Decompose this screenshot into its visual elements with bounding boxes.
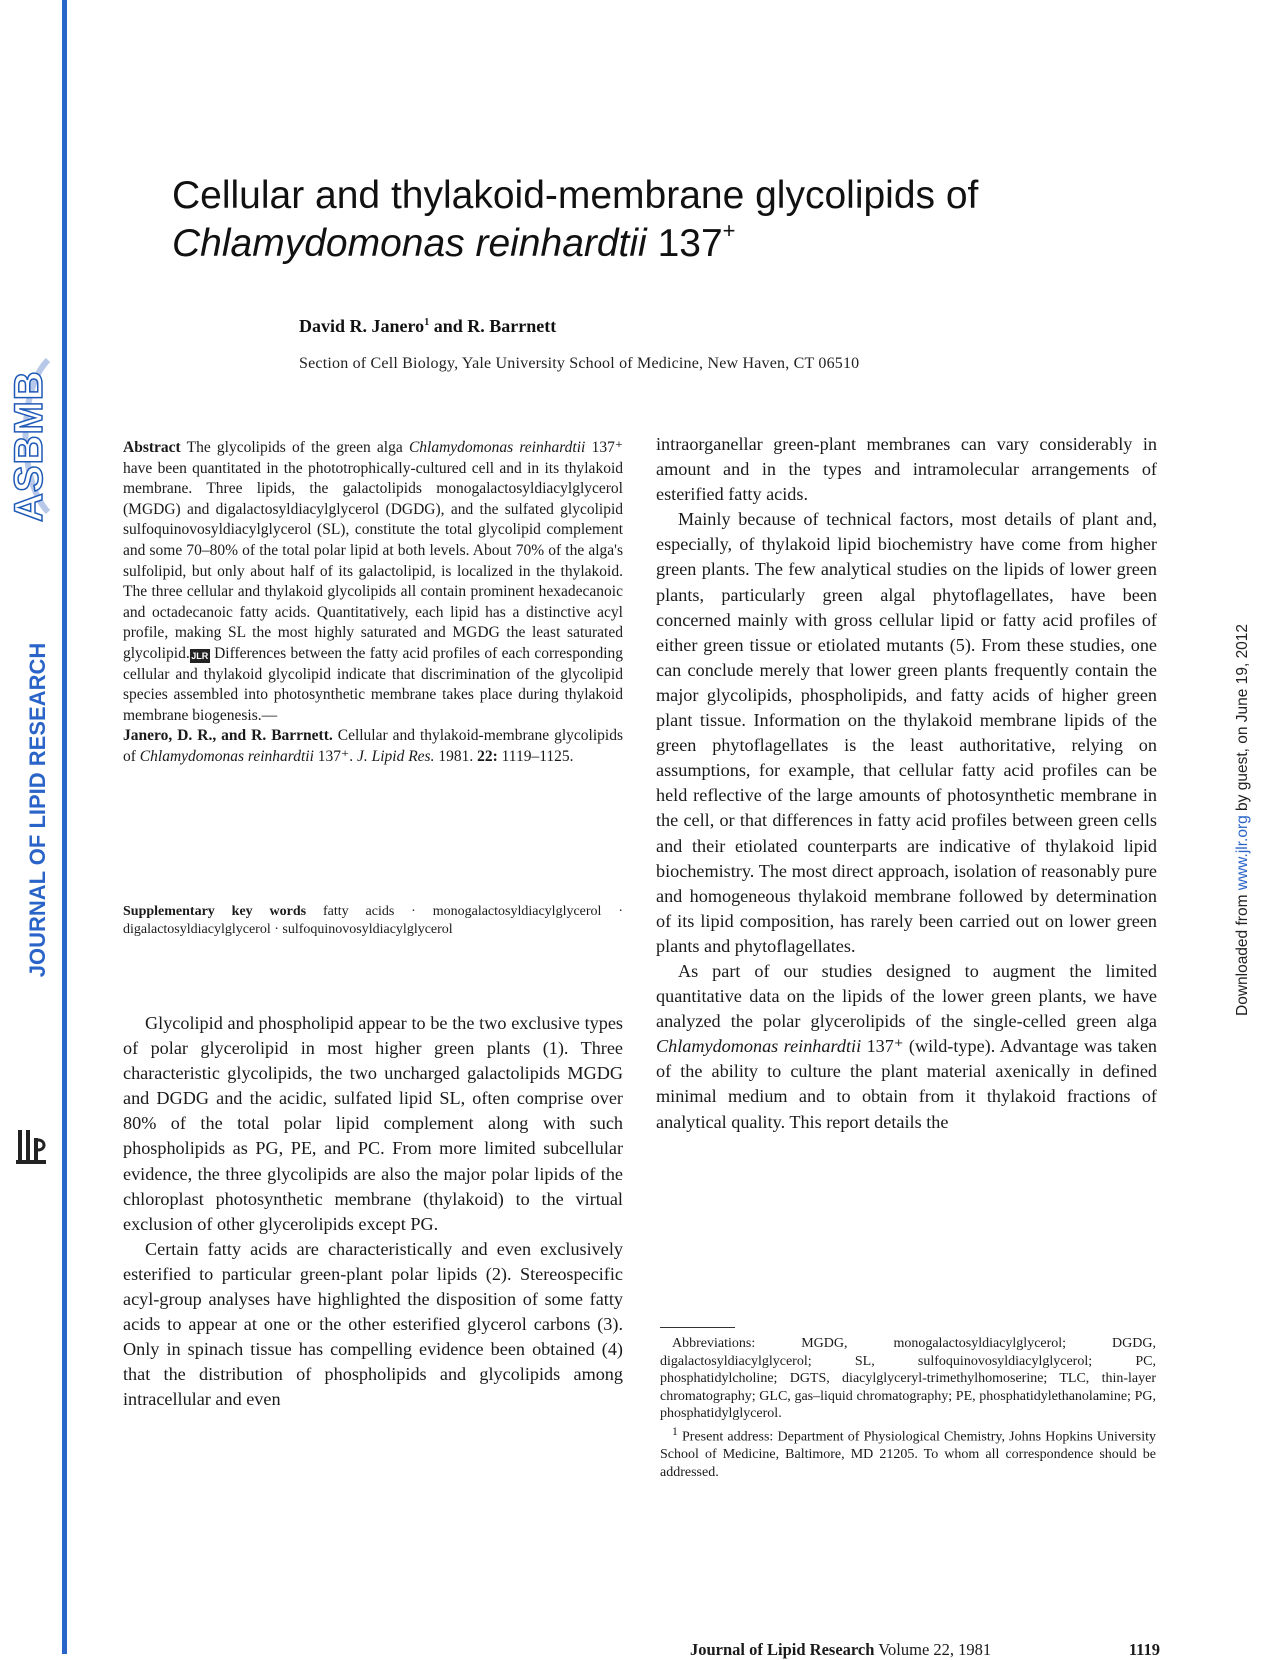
abstract-text-2: 137⁺ have been quantitated in the phototrophically-cultured cell and in its thylakoid membrane. Three lipids, the galactolipids monogalactosyldiacylglycerol (MGDG) and digalactosyldiacylglycerol (DGDG), and the sulfated glycolipid sulfoquinovosyldiacylglycerol (SL), constitute the total glycolipid complement and some 70–80% of the total polar lipid at both levels. About 70% of the alga's sulfolipid, but only about half of its galactolipid, is localized in the thylakoid. The three cellular and thylakoid glycolipids all contain prominent hexadecanoic and octadecanoic fatty acids. Quantitatively, each lipid has a distinctive acyl profile, making SL the most highly saturated and MGDG the least saturated glycolipid.	[123, 439, 623, 662]
abstract-label: Abstract	[123, 439, 181, 456]
citation-journal: J. Lipid Res.	[356, 747, 435, 765]
authors	[299, 316, 556, 337]
body-text: As part of our studies designed to augment the limited quantitative data on the lipids of the lower green plants, we have analyzed the polar glycerolipids of the single-celled green alga	[656, 960, 1157, 1032]
download-notice	[1230, 623, 1256, 1016]
sidebar-rule	[62, 0, 67, 1654]
body-paragraph: Glycolipid and phospholipid appear to be the two exclusive types of polar glycerolipid in most higher green plants (1). Three characteristic glycolipids, the two uncharged galactolipids MGDG and DGDG and the acidic, sulfated lipid SL, often comprise over 80% of the total polar lipid complement along with such phospholipids as PG, PE, and PC. From more limited subcellular evidence, the three glycolipids are also the major polar lipids of the chloroplast photosynthetic membrane (thylakoid) to the virtual exclusion of other glycerolipids except PG.	[123, 1013, 623, 1234]
footnote-1	[660, 1423, 1156, 1481]
author-1: David R. Janero	[299, 316, 425, 336]
keywords-text: fatty acids · monogalactosyldiacylglycerol · digalactosyldiacylglycerol · sulfoquinovosyldiacylglycerol	[123, 904, 623, 937]
abstract-species: Chlamydomonas reinhardtii	[408, 439, 586, 456]
abstract-text-1: The glycolipids of the green alga	[180, 439, 409, 456]
title-line1: Cellular and thylakoid-membrane glycolipids of	[172, 174, 979, 217]
page-footer	[690, 1640, 1160, 1660]
body-right-column	[656, 432, 1157, 1135]
citation-species: Chlamydomonas reinhardtii	[139, 747, 314, 765]
body-species: Chlamydomonas reinhardtii	[656, 1036, 862, 1057]
asbmb-logo: ASBMB	[7, 370, 51, 522]
author-sep: and	[429, 316, 468, 336]
citation-text-2: 137⁺.	[313, 747, 357, 765]
citation-text: Cellular and thylakoid-membrane glycolipids of	[123, 727, 623, 765]
download-prefix: Downloaded from	[1234, 890, 1251, 1016]
keywords-label: Supplementary key words	[123, 904, 307, 919]
footnotes	[660, 1335, 1156, 1481]
footnote-abbreviations: Abbreviations: MGDG, monogalactosyldiacylglycerol; DGDG, digalactosyldiacylglycerol; SL, sulfoquinovosyldiacylglycerol; PC, phosphatidylcholine; DGTS, diacylglyceryl-trimethylhomoserine; TLC, thin-layer chromatography; GLC, gas–liquid chromatography; PE, phosphatidylethanolamine; PG, phosphatidylglycerol.	[660, 1336, 1156, 1422]
body-paragraph: Mainly because of technical factors, most details of plant and, especially, of thylakoid lipid biochemistry have come from higher green plants. The few analytical studies on the lipids of lower green plants, particularly green algal phytoflagellates, have been concerned mainly with gross cellular lipid or fatty acid profiles of either green tissue or etiolated mutants (5). From these studies, one can conclude merely that lower green plants frequently contain the major glycolipids, phospholipids, and fatty acids of higher green plant tissue. Information on the thylakoid membrane lipids of the green phytoflagellates is the least authoritative, relying on assumptions, for example, that cellular fatty acid profiles can be held reflective of the large amounts of photosynthetic membrane in the cell, or that differences in fatty acid profiles between green cells and their etiolated counterparts are indicative of thylakoid lipid biochemistry. The most direct approach, isolation of reasonably pure and homogeneous thylakoid membrane followed by determination of its lipid composition, has rarely been carried out on lower green plants and phytoflagellates.	[656, 509, 1157, 956]
body-paragraph: Certain fatty acids are characteristically and even exclusively esterified to particular green-plant polar lipids (2). Stereospecific acyl-group analyses have highlighted the disposition of some fatty acids to appear at one or the other esterified glycerol carbons (3). Only in spinach tissue has compelling evidence been obtained (4) that the distribution of phospholipids and glycolipids among intracellular and even	[123, 1238, 623, 1410]
footer-journal: Journal of Lipid Research	[690, 1640, 875, 1659]
author-2: R. Barrnett	[467, 316, 557, 336]
body-text: 137⁺ (wild-type). Advantage was taken of the ability to culture the plant material axenically in defined minimal medium and to obtain from it thylakoid fractions of analytical quality. This report details the	[656, 1036, 1157, 1132]
citation-pages: 1119–1125.	[497, 747, 574, 765]
title-sup: +	[722, 218, 736, 243]
journal-name-vertical: JOURNAL OF LIPID RESEARCH	[25, 642, 50, 978]
abstract-text-3: Differences between the fatty acid profiles of each corresponding cellular and thylakoid glycolipid indicate that discrimination of the glycolipid species assembled into photosynthetic membrane takes place during thylakoid membrane biogenesis.—	[123, 644, 624, 724]
affiliation: Section of Cell Biology, Yale University School of Medicine, New Haven, CT 06510	[299, 355, 860, 372]
abstract	[123, 438, 623, 768]
footer-volume: Volume 22, 1981	[878, 1640, 992, 1659]
title-species: Chlamydomonas reinhardtii	[172, 222, 647, 265]
citation-volume: 22:	[477, 747, 498, 765]
jlr-badge-icon: JLR	[191, 650, 209, 661]
footnote-1-mark: 1	[672, 1424, 678, 1438]
jlr-logo-icon	[14, 1128, 50, 1166]
download-suffix: by guest, on June 19, 2012	[1234, 623, 1251, 816]
citation-year: 1981.	[434, 747, 478, 765]
title-strain: 137	[646, 222, 723, 265]
body-paragraph: intraorganellar green-plant membranes can vary considerably in amount and in the types and intramolecular arrangements of esterified fatty acids.	[656, 434, 1157, 505]
keywords	[123, 903, 623, 938]
body-paragraph	[656, 959, 1157, 1135]
footnote-1-text: Present address: Department of Physiological Chemistry, Johns Hopkins University School of Medicine, Baltimore, MD 21205. To whom all correspondence should be addressed.	[660, 1429, 1156, 1480]
footnote-rule	[660, 1327, 735, 1328]
citation-authors: Janero, D. R., and R. Barrnett.	[123, 727, 333, 745]
body-left-column	[123, 1011, 623, 1413]
page-number: 1119	[1128, 1640, 1160, 1659]
paper-title	[172, 172, 1172, 268]
author-1-note: 1	[424, 317, 430, 328]
download-link[interactable]: www.jlr.org	[1234, 815, 1251, 891]
